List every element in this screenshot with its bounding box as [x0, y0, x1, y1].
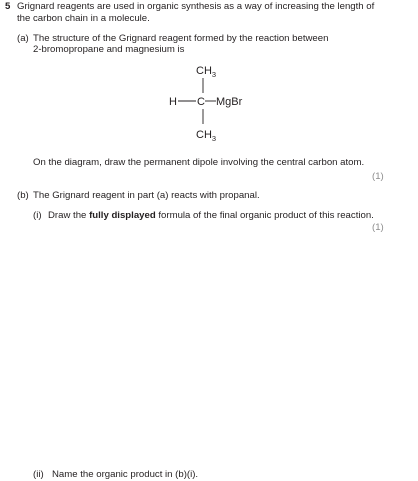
part-b-i-marks: (1): [372, 222, 384, 233]
part-b-i-text: [48, 210, 374, 222]
part-b-ii-text: Name the organic product in (b)(i).: [52, 469, 199, 480]
part-b-i-label: (i): [33, 210, 42, 221]
part-b-i-pre: Draw the: [48, 210, 90, 221]
part-b-ii-label: (ii): [33, 469, 44, 480]
part-a-marks: (1): [372, 171, 384, 182]
part-b-i-bold: fully displayed: [89, 210, 156, 221]
part-b-i-post: formula of the final organic product of this reaction.: [155, 210, 374, 221]
structure-top-ch3: $CH_3$: [196, 65, 217, 79]
grignard-structure: [160, 58, 270, 148]
part-a-text-line-1: The structure of the Grignard reagent formed by the reaction between: [33, 33, 329, 44]
answer-space-b-i[interactable]: [48, 236, 368, 456]
structure-h: H: [169, 96, 177, 108]
part-b-text: The Grignard reagent in part (a) reacts with propanal.: [33, 190, 260, 201]
structure-mgbr: MgBr: [216, 96, 243, 108]
question-intro-line-2: the carbon chain in a molecule.: [17, 13, 150, 24]
structure-central-carbon: C: [197, 96, 205, 108]
part-a-instruction: On the diagram, draw the permanent dipole involving the central carbon atom.: [33, 157, 365, 168]
part-a-label: (a): [17, 33, 29, 44]
part-a-text-line-2: 2-bromopropane and magnesium is: [33, 44, 185, 55]
question-intro-line-1: Grignard reagents are used in organic synthesis as a way of increasing the length of: [17, 1, 375, 12]
question-number: 5: [5, 1, 11, 12]
structure-bottom-ch3: $CH_3$: [196, 129, 217, 143]
part-b-label: (b): [17, 190, 29, 201]
